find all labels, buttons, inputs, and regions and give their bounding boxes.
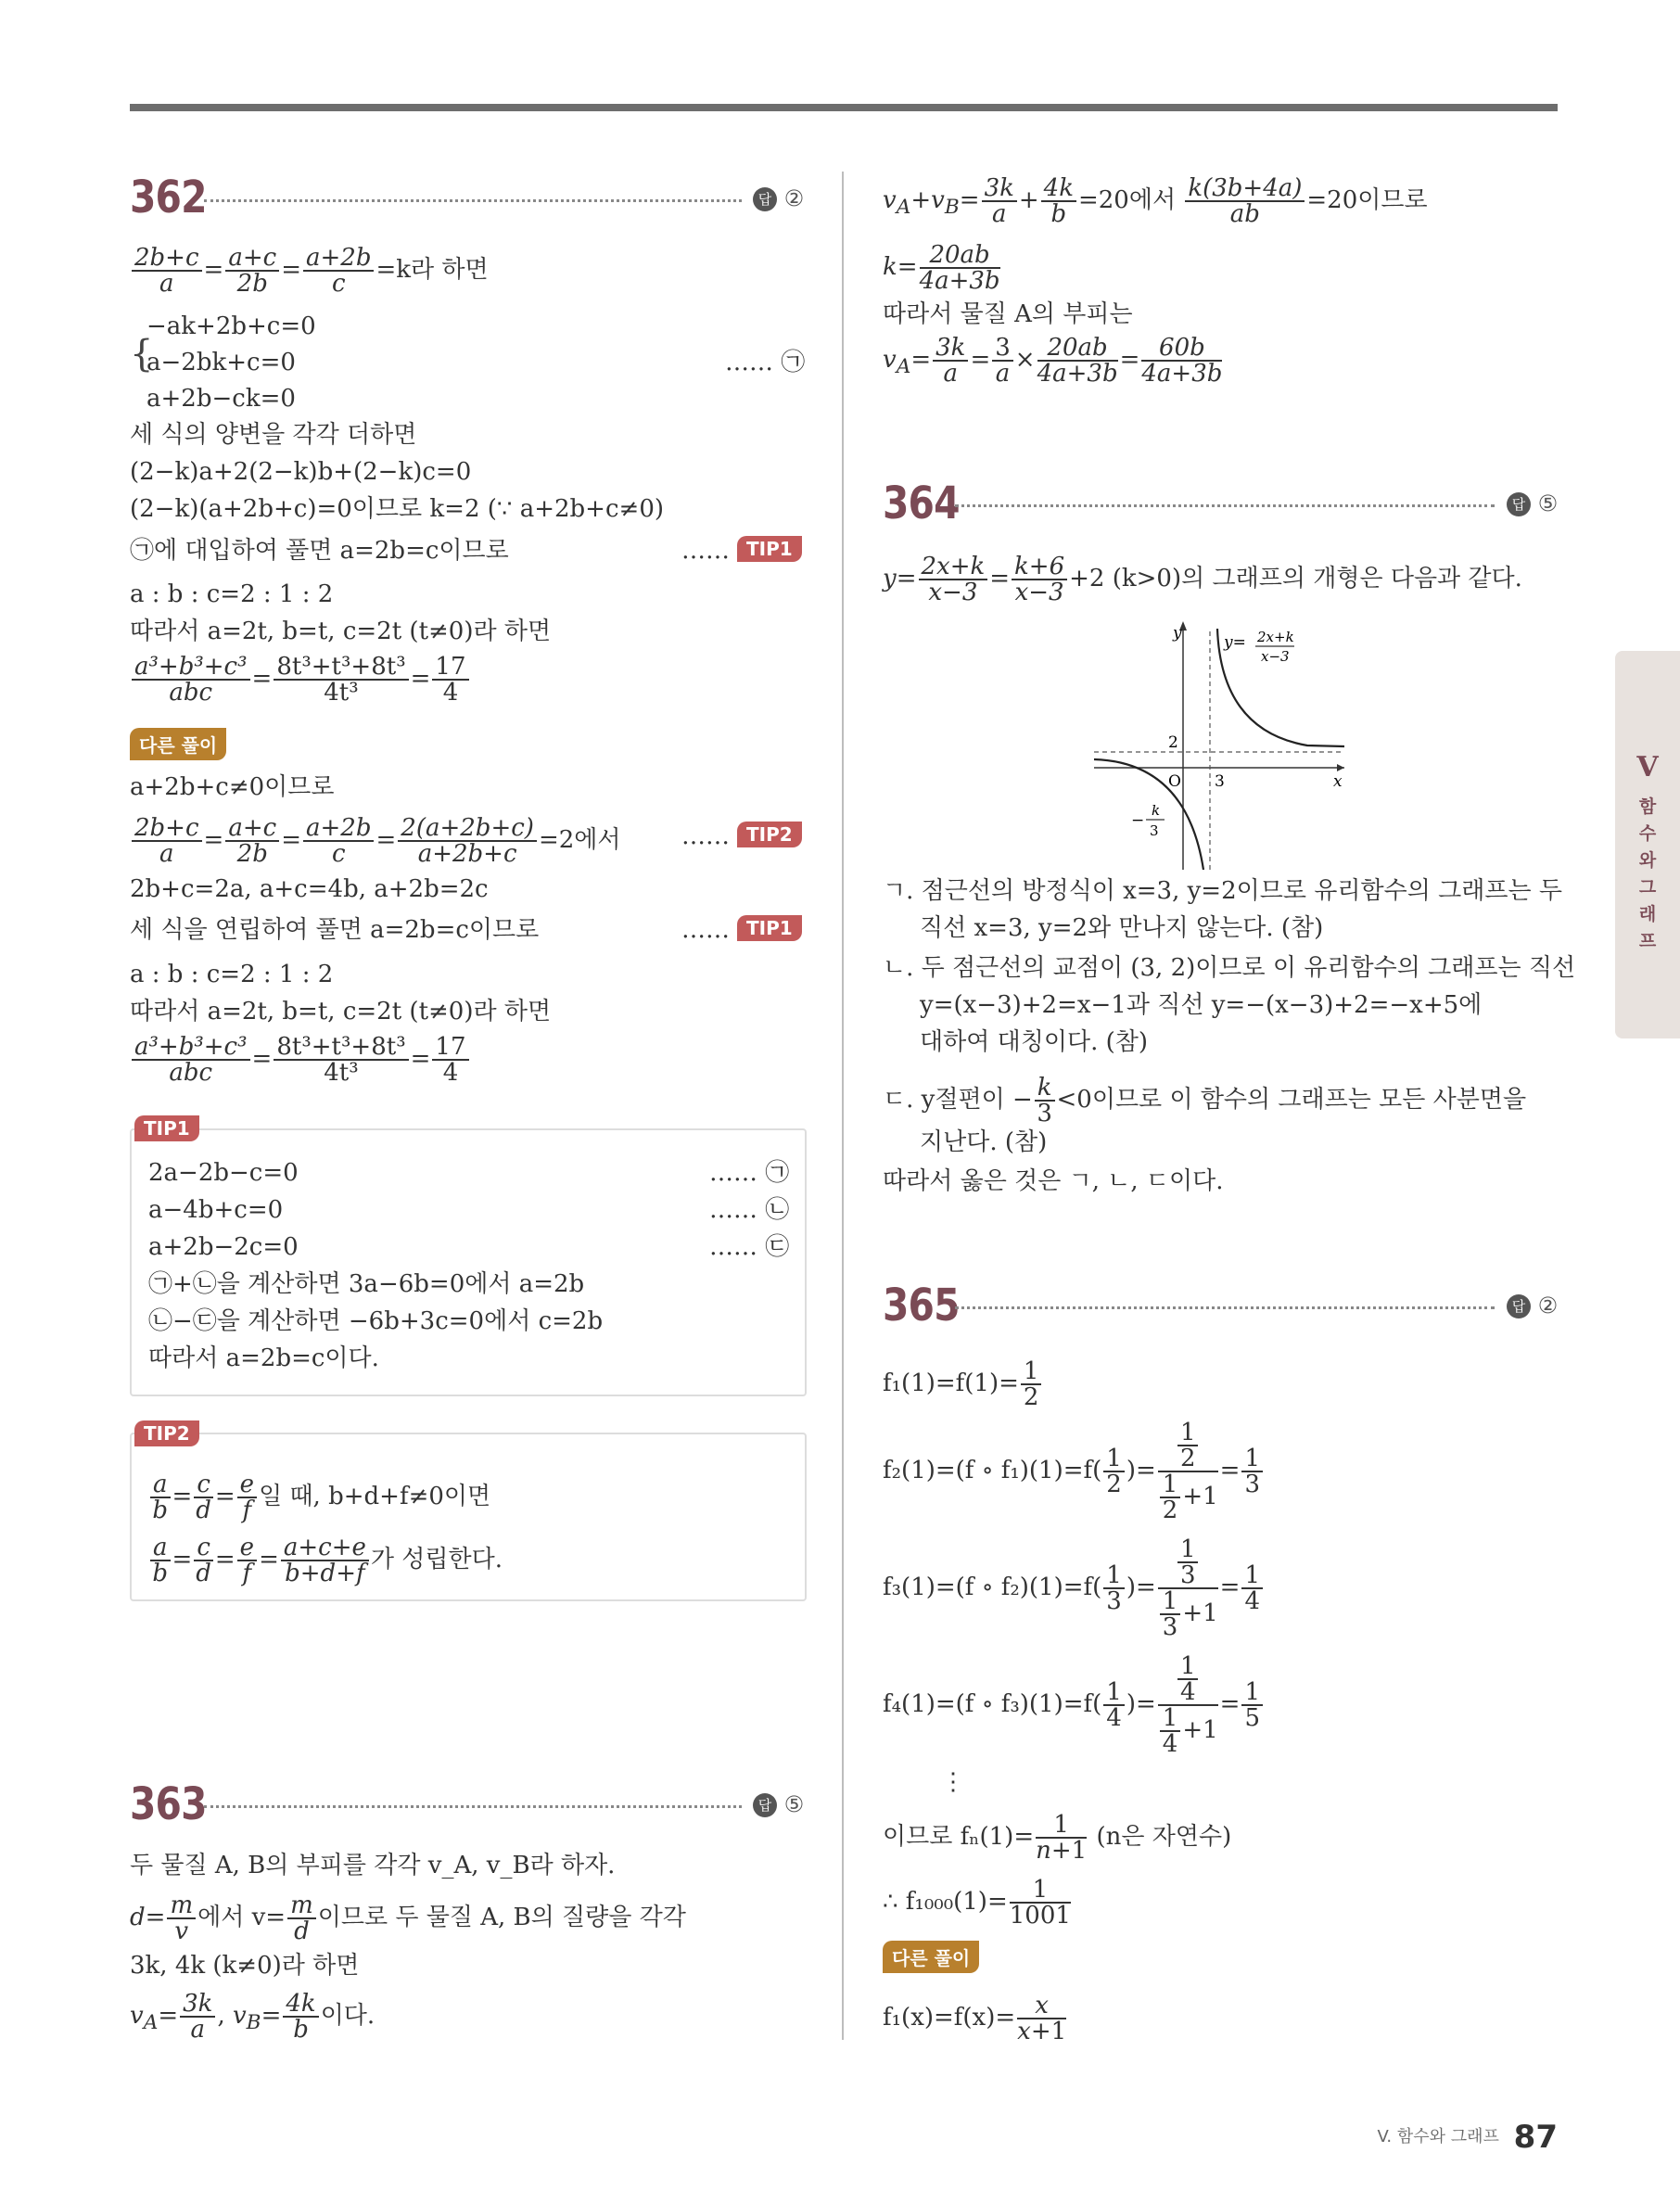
tip1-l6: 따라서 a=2b=c이다. — [148, 1344, 379, 1372]
p362-tip1-box-label: TIP1 — [134, 1115, 199, 1141]
p364-item3a: ㄷ. y절편이 − $\frac{k}{3}$ <0이므로 이 함수의 그래프는 모든 사분면을 — [883, 1074, 1527, 1127]
p362-alt-l4-dots: …… — [681, 916, 730, 944]
answer-badge-icon: 답 — [1507, 492, 1531, 516]
p365-vdots: ⋮ — [941, 1768, 965, 1796]
graph-curve-label-y: y= — [1224, 633, 1246, 652]
problem-364-dotted-rule — [955, 504, 1495, 507]
graph-three-label: 3 — [1215, 772, 1225, 791]
p362-sum: (2−k)a+2(2−k)b+(2−k)c=0 — [130, 458, 472, 486]
problem-365-answer: 답 ② — [1507, 1293, 1558, 1318]
p364-item2a: ㄴ. 두 점근선의 교점이 (3, 2)이므로 이 유리함수의 그래프는 직선 — [883, 954, 1576, 982]
p364-item3b: 지난다. (참) — [920, 1128, 1048, 1156]
problem-363-answer: 답 ⑤ — [753, 1791, 804, 1817]
tip2-l2: $\frac{a}{b}$ = $\frac{c}{d}$ = $\frac{e}{f}$ = $\frac{a+c+e}{b+d+f}$ 가 성립한다. — [148, 1535, 503, 1586]
answer-badge-icon: 답 — [753, 187, 777, 211]
chapter-roman: V — [1636, 751, 1659, 783]
p363-l1: 두 물질 A, B의 부피를 각각 v_A, v_B라 하자. — [130, 1852, 616, 1879]
p362-result: $\frac{\text{a³+b³+c³}}{\text{abc}}$ = $\frac{\text{8t³+t³+8t³}}{\text{4t³}}$ = $\frac{17}{4}$ — [130, 655, 471, 705]
p362-alt-l2-dots: …… — [681, 822, 730, 850]
chapter-label-char: 그 — [1638, 877, 1657, 898]
graph-y-label: y — [1173, 624, 1182, 643]
graph-yint-den: 3 — [1150, 822, 1159, 839]
problem-362-number: 362 — [130, 172, 207, 223]
p365-f4: f₄(1)=(f ∘ f₃)(1)=f( $\frac{1}{4}$ )= $\frac{1}{4}$ $\frac{1}{4}$ +1 = $\frac{1}{5}$ — [883, 1654, 1265, 1756]
p362-alt-result: $\frac{\text{a³+b³+c³}}{\text{abc}}$ = $\frac{\text{8t³+t³+8t³}}{\text{4t³}}$ = $\frac{17}{4}$ — [130, 1035, 471, 1085]
p363-r1: $v_A+v_B=$ $\frac{3k}{a}$ + $\frac{4k}{b}$ =20에서 $\frac{k(3b+4a)}{ab}$ =20이므로 — [883, 174, 1428, 228]
problem-365-dotted-rule — [955, 1306, 1495, 1309]
p363-l3: 3k, 4k (k≠0)라 하면 — [130, 1952, 360, 1980]
problem-362-dotted-rule — [204, 199, 742, 202]
p362-k: (2−k)(a+2b+c)=0이므로 k=2 (∵ a+2b+c≠0) — [130, 495, 665, 523]
problem-364-number: 364 — [883, 478, 960, 529]
p362-add: 세 식의 양변을 각각 더하면 — [130, 421, 417, 449]
tip1-mark2: …… ㉡ — [709, 1196, 790, 1224]
chapter-label-char: 래 — [1638, 904, 1657, 924]
p363-r2: k= $\frac{20ab}{4a+3b}$ — [883, 241, 1000, 295]
problem-364-answer: 답 ⑤ — [1507, 490, 1558, 516]
p362-sub-dots: …… — [681, 537, 730, 565]
p362-tip1-badge-2: TIP1 — [737, 915, 802, 941]
graph-x-label: x — [1333, 772, 1343, 791]
graph-yint-num: k — [1152, 802, 1161, 819]
problem-365-number: 365 — [883, 1280, 960, 1331]
p363-l2: d= $\frac{m}{v}$ 에서 v= $\frac{m}{d}$ 이므로 두 물질 A, B의 질량을 각각 — [130, 1892, 686, 1945]
p362-system-brace: { — [130, 333, 154, 376]
p363-r4: $v_A=$ $\frac{3k}{a}$ = $\frac{3}{a}$ × $\frac{20ab}{4a+3b}$ = $\frac{60b}{4a+3b}$ — [883, 334, 1223, 388]
p362-sys1: −ak+2b+c=0 — [146, 312, 316, 340]
p365-f1000: ∴ f₁₀₀₀(1)= $\frac{1}{1001}$ — [883, 1876, 1071, 1930]
p364-item2b: y=(x−3)+2=x−1과 직선 y=−(x−3)+2=−x+5에 — [920, 991, 1483, 1019]
graph-curve-label-den: x−3 — [1261, 648, 1290, 665]
p362-tip2-box-label: TIP2 — [134, 1420, 199, 1446]
top-rule — [130, 104, 1558, 111]
p362-alt-l3: 2b+c=2a, a+c=4b, a+2b=2c — [130, 875, 489, 903]
problem-363-dotted-rule — [204, 1805, 742, 1808]
chapter-label-char: 함 — [1638, 796, 1657, 817]
p362-alt-l1: a+2b+c≠0이므로 — [130, 773, 335, 801]
column-divider — [842, 172, 844, 2040]
p364-item2c: 대하여 대칭이다. (참) — [920, 1028, 1149, 1056]
p362-alt-put: 따라서 a=2t, b=t, c=2t (t≠0)라 하면 — [130, 998, 552, 1025]
p364-item1a: ㄱ. 점근선의 방정식이 x=3, y=2이므로 유리함수의 그래프는 두 — [883, 877, 1562, 905]
page-footer — [1377, 2119, 1558, 2156]
p362-put: 따라서 a=2t, b=t, c=2t (t≠0)라 하면 — [130, 618, 552, 645]
p365-alt-badge: 다른 풀이 — [883, 1941, 979, 1973]
p362-alt-ratio: a : b : c=2 : 1 : 2 — [130, 961, 334, 988]
p362-tip1-badge: TIP1 — [737, 536, 802, 562]
p364-item1b: 직선 x=3, y=2와 만나지 않는다. (참) — [920, 914, 1324, 942]
p364-conclusion: 따라서 옳은 것은 ㄱ, ㄴ, ㄷ이다. — [883, 1167, 1224, 1195]
graph-origin-label: O — [1168, 772, 1181, 791]
graph-x-arrow-icon — [1337, 764, 1344, 771]
graph-curve-label-num: 2x+k — [1257, 629, 1294, 645]
graph-two-label: 2 — [1168, 733, 1178, 752]
tip1-l5: ㉡−㉢을 계산하면 −6b+3c=0에서 c=2b — [148, 1307, 604, 1335]
p362-alt-l2: $\frac{2b+c}{a}$ = $\frac{a+c}{2b}$ = $\frac{a+2b}{c}$ = $\frac{2(a+2b+c)}{a+2b+c}$ =2에서 — [130, 816, 621, 866]
p364-graph — [1085, 619, 1363, 872]
footer-chapter: V. 함수와 그래프 — [1377, 2127, 1499, 2146]
problem-363-number: 363 — [130, 1778, 207, 1830]
p362-intro: $\frac{2b+c}{a}$ = $\frac{a+c}{2b}$ = $\frac{a+2b}{c}$ =k라 하면 — [130, 246, 489, 296]
problem-362-answer: 답 ② — [753, 185, 804, 211]
tip1-eq1: 2a−2b−c=0 — [148, 1159, 299, 1187]
tip1-eq2: a−4b+c=0 — [148, 1196, 284, 1224]
graph-curve-left-branch — [1094, 759, 1203, 870]
tip1-mark3: …… ㉢ — [709, 1233, 790, 1261]
p362-sub: ㉠에 대입하여 풀면 a=2b=c이므로 — [130, 537, 509, 565]
p363-r3: 따라서 물질 A의 부피는 — [883, 300, 1133, 328]
p362-ratio: a : b : c=2 : 1 : 2 — [130, 580, 334, 608]
p365-fn: 이므로 fₙ(1)= $\frac{1}{n+1}$ (n은 자연수) — [883, 1811, 1232, 1865]
answer-badge-icon: 답 — [1507, 1294, 1531, 1318]
page-number: 87 — [1513, 2119, 1558, 2156]
graph-yint-minus: − — [1131, 811, 1145, 830]
tip1-eq3: a+2b−2c=0 — [148, 1233, 299, 1261]
p364-l1: y= $\frac{2x+k}{x-3}$ = $\frac{k+6}{x-3}$ +2 (k>0)의 그래프의 개형은 다음과 같다. — [883, 553, 1522, 606]
p362-alt-badge: 다른 풀이 — [130, 728, 226, 760]
answer-badge-icon: 답 — [753, 1793, 777, 1817]
p362-sys2: a−2bk+c=0 — [146, 349, 296, 376]
p362-sys3: a+2b−ck=0 — [146, 385, 296, 413]
p362-tip2-badge: TIP2 — [737, 822, 802, 847]
p365-f1: f₁(1)=f(1)= $\frac{1}{2}$ — [883, 1359, 1043, 1409]
chapter-label-char: 프 — [1638, 931, 1657, 951]
p362-alt-l4: 세 식을 연립하여 풀면 a=2b=c이므로 — [130, 916, 540, 944]
tip1-mark1: …… ㉠ — [709, 1159, 790, 1187]
p365-f3: f₃(1)=(f ∘ f₂)(1)=f( $\frac{1}{3}$ )= $\frac{1}{3}$ $\frac{1}{3}$ +1 = $\frac{1}{4}$ — [883, 1537, 1265, 1639]
p365-alt-l1: f₁(x)=f(x)= $\frac{x}{x+1}$ — [883, 1992, 1067, 2045]
p363-l4: $v_A=$ $\frac{3k}{a}$ , $v_B=$ $\frac{4k}{b}$ 이다. — [130, 1990, 375, 2044]
chapter-label-char: 수 — [1638, 823, 1657, 844]
chapter-label — [1615, 794, 1680, 955]
tip2-l1: $\frac{a}{b}$ = $\frac{c}{d}$ = $\frac{e}{f}$ 일 때, b+d+f≠0이면 — [148, 1472, 490, 1522]
p365-f2: f₂(1)=(f ∘ f₁)(1)=f( $\frac{1}{2}$ )= $\frac{1}{2}$ $\frac{1}{2}$ +1 = $\frac{1}{3}$ — [883, 1420, 1265, 1522]
p362-sys-mark: …… ㉠ — [725, 349, 806, 376]
chapter-label-char: 와 — [1638, 850, 1657, 871]
tip1-l4: ㉠+㉡을 계산하면 3a−6b=0에서 a=2b — [148, 1270, 585, 1298]
chapter-side-tab — [1615, 651, 1680, 1038]
